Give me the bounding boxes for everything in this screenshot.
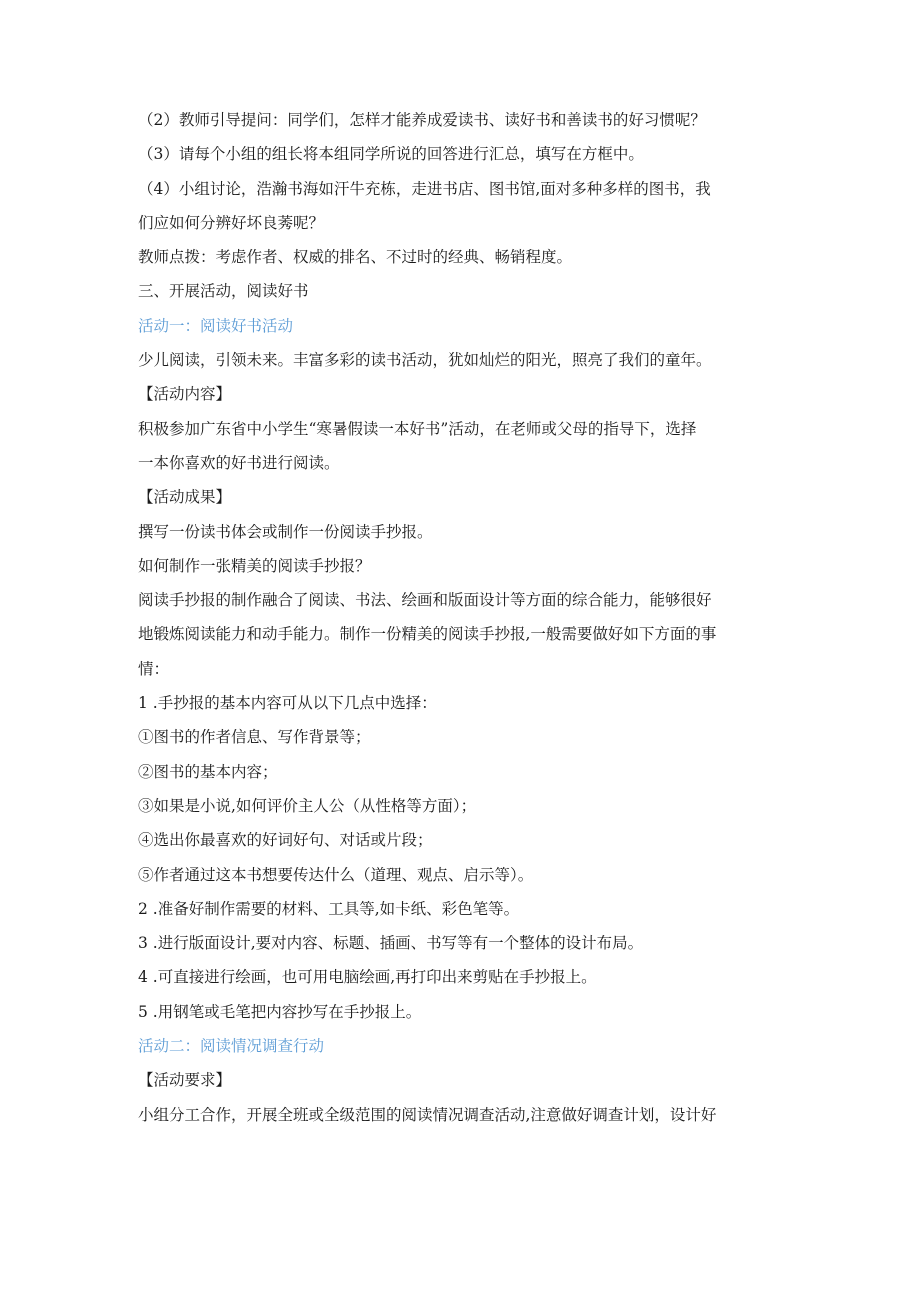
text-line: 情： xyxy=(138,659,170,678)
text-line: ④选出你最喜欢的好词好句、对话或片段； xyxy=(138,831,433,850)
text-line: 三、开展活动，阅读好书 xyxy=(138,282,309,301)
text-line: （3）请每个小组的组长将本组同学所说的回答进行汇总，填写在方框中。 xyxy=(138,145,644,164)
activity-heading: 活动一：阅读好书活动 xyxy=(138,316,294,335)
text-line: 们应如何分辨好坏良莠呢？ xyxy=(138,213,325,232)
text-line: ⑤作者通过这本书想要传达什么（道理、观点、启示等）。 xyxy=(138,865,534,884)
text-line: 3 .进行版面设计,要对内容、标题、插画、书写等有一个整体的设计布局。 xyxy=(138,934,644,953)
text-line: （2）教师引导提问：同学们，怎样才能养成爱读书、读好书和善读书的好习惯呢？ xyxy=(138,111,706,129)
text-line: ①图书的作者信息、写作背景等； xyxy=(138,728,371,747)
text-line: 4 .可直接进行绘画，也可用电脑绘画,再打印出来剪贴在手抄报上。 xyxy=(138,968,597,987)
text-line: ②图书的基本内容； xyxy=(138,762,278,781)
text-line: 【活动内容】 xyxy=(138,385,232,404)
text-line: 积极参加广东省中小学生“寒暑假读一本好书”活动，在老师或父母的指导下，选择 xyxy=(138,419,697,438)
text-line: 地锻炼阅读能力和动手能力。制作一份精美的阅读手抄报,一般需要做好如下方面的事 xyxy=(138,625,717,644)
text-line: 2 .准备好制作需要的材料、工具等,如卡纸、彩色笔等。 xyxy=(138,899,520,918)
text-line: 5 .用钢笔或毛笔把内容抄写在手抄报上。 xyxy=(138,1002,422,1021)
text-line: 1 .手抄报的基本内容可从以下几点中选择： xyxy=(138,694,437,713)
text-line: 阅读手抄报的制作融合了阅读、书法、绘画和版面设计等方面的综合能力，能够很好 xyxy=(138,591,712,610)
text-line: 【活动成果】 xyxy=(138,488,232,507)
text-line: 如何制作一张精美的阅读手抄报？ xyxy=(138,556,371,575)
text-line: （4）小组讨论，浩瀚书海如汗牛充栋，走进书店、图书馆,面对多种多样的图书，我 xyxy=(138,179,711,198)
activity-heading: 活动二：阅读情况调查行动 xyxy=(138,1037,325,1056)
text-line: 【活动要求】 xyxy=(138,1071,232,1090)
text-line: 少儿阅读，引领未来。丰富多彩的读书活动，犹如灿烂的阳光，照亮了我们的童年。 xyxy=(138,351,712,370)
document-body xyxy=(138,103,782,1132)
text-line: ③如果是小说,如何评价主人公（从性格等方面）； xyxy=(138,796,477,815)
text-line: 小组分工合作，开展全班或全级范围的阅读情况调查活动,注意做好调查计划，设计好 xyxy=(138,1105,717,1124)
text-line: 撰写一份读书体会或制作一份阅读手抄报。 xyxy=(138,522,433,541)
text-line: 一本你喜欢的好书进行阅读。 xyxy=(138,453,340,472)
text-line: 教师点拨：考虑作者、权威的排名、不过时的经典、畅销程度。 xyxy=(138,248,573,267)
